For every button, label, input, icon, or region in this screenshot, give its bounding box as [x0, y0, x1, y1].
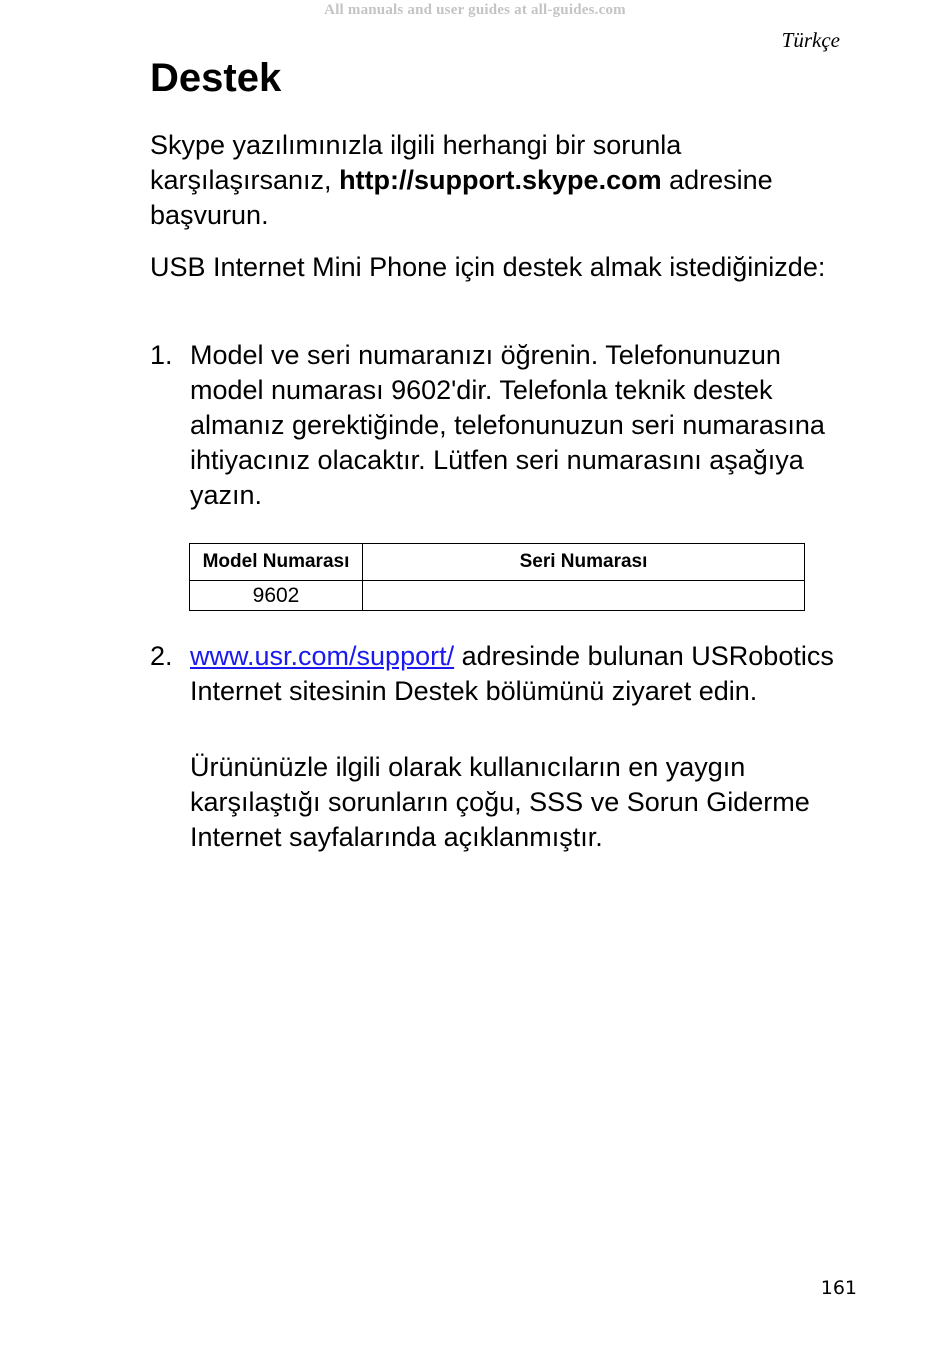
model-serial-table	[189, 543, 805, 611]
cell-serial-number[interactable]	[363, 581, 805, 611]
page-title: Destek	[150, 56, 282, 100]
step-1-number: 1.	[150, 340, 173, 370]
intro-text-after: adresine başvurun.	[150, 165, 773, 230]
table-row	[190, 581, 805, 611]
step-2-extra-paragraph: Ürününüzle ilgili olarak kullanıcıların en yaygın karşılaştığı sorunların çoğu, SSS ve Sorun Giderme Internet sayfalarında açıklanmıştır.	[190, 752, 810, 852]
header-model-number: Model Numarası	[190, 544, 363, 581]
page-number: 161	[820, 1277, 857, 1299]
step-2-number: 2.	[150, 641, 173, 671]
intro-paragraph	[150, 128, 840, 233]
language-label: Türkçe	[781, 28, 840, 52]
intro-text-before: Skype yazılımınızla ilgili herhangi bir sorunla karşılaşırsanız,	[150, 130, 682, 195]
watermark: All manuals and user guides at all-guides.com	[324, 2, 626, 18]
cell-model-number: 9602	[190, 581, 363, 611]
step-2-text	[190, 639, 850, 709]
header-serial-number: Seri Numarası	[363, 544, 805, 581]
skype-support-url: http://support.skype.com	[339, 165, 662, 195]
support-intro-paragraph: USB Internet Mini Phone için destek almak istediğinizde:	[150, 252, 826, 282]
usr-support-link[interactable]: www.usr.com/support/	[190, 641, 455, 671]
step-1-text: Model ve seri numaranızı öğrenin. Telefonunuzun model numarası 9602'dir. Telefonla teknik destek almanız gerektiğinde, telefonunuzun seri numarasına ihtiyacınız olacaktır. Lütfen seri numarasını aşağıya yazın.	[190, 340, 825, 510]
step-2-description: adresinde bulunan USRobotics Internet sitesinin Destek bölümünü ziyaret edin.	[190, 641, 834, 706]
table-header-row	[190, 544, 805, 581]
